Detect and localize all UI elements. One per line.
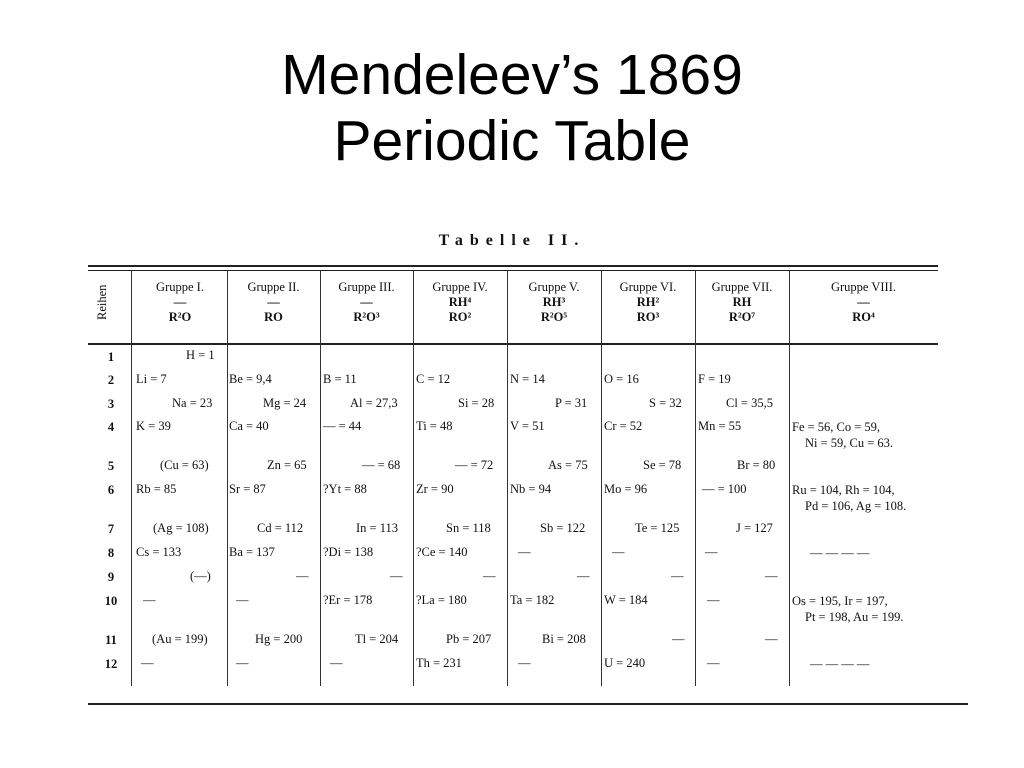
element-cell: (—) — [190, 569, 211, 583]
element-cell: Nb = 94 — [510, 482, 552, 496]
element-cell: — — [141, 656, 154, 670]
group-header: Gruppe I. — R²O — [156, 280, 204, 324]
element-cell: Br = 80 — [737, 458, 776, 472]
row-number: 8 — [107, 546, 115, 560]
column-divider — [507, 271, 508, 686]
column-divider — [131, 271, 132, 686]
element-cell: Fe = 56, Co = 59, — [792, 420, 881, 434]
element-cell: — — [671, 569, 684, 583]
element-cell: — — [672, 632, 685, 646]
element-cell: (Cu = 63) — [160, 458, 209, 472]
element-cell: Ni = 59, Cu = 63. — [805, 436, 894, 450]
element-cell: U = 240 — [604, 656, 646, 670]
column-divider — [413, 271, 414, 686]
element-cell: — — — — — [810, 546, 870, 560]
element-cell: W = 184 — [604, 593, 648, 607]
group-header: Gruppe V. RH³ R²O⁵ — [528, 280, 580, 324]
element-cell: — — [765, 632, 778, 646]
group-header: Gruppe VII. RH R²O⁷ — [711, 280, 773, 324]
element-cell: — — [577, 569, 590, 583]
element-cell: — = 68 — [362, 458, 401, 472]
table-caption: Tabelle II. — [438, 232, 586, 249]
element-cell: Rb = 85 — [136, 482, 177, 496]
element-cell: ?Ce = 140 — [416, 545, 468, 559]
element-cell: — — [612, 545, 625, 559]
element-cell: Zn = 65 — [267, 458, 307, 472]
element-cell: ?Yt = 88 — [323, 482, 367, 496]
element-cell: — — [390, 569, 403, 583]
element-cell: ?Er = 178 — [323, 593, 373, 607]
element-cell: Ta = 182 — [510, 593, 555, 607]
element-cell: Be = 9,4 — [229, 372, 272, 386]
row-number: 10 — [104, 594, 118, 608]
element-cell: Ba = 137 — [229, 545, 275, 559]
element-cell: — = 72 — [455, 458, 494, 472]
element-cell: Pt = 198, Au = 199. — [805, 610, 904, 624]
row-number: 6 — [107, 483, 115, 497]
element-cell: — — [330, 656, 343, 670]
row-number: 12 — [104, 657, 118, 671]
element-cell: — — [518, 545, 531, 559]
element-cell: — — — — — [810, 657, 870, 671]
element-cell: H = 1 — [186, 348, 215, 362]
element-cell: — — [765, 569, 778, 583]
element-cell: (Ag = 108) — [153, 521, 209, 535]
element-cell: F = 19 — [698, 372, 731, 386]
element-cell: Sb = 122 — [540, 521, 586, 535]
element-cell: — — [707, 656, 720, 670]
slide-title-line1: Mendeleev’s 1869 — [281, 43, 743, 107]
group-header: Gruppe VI. RH² RO³ — [619, 280, 677, 324]
slide-title-line2: Periodic Table — [333, 109, 691, 173]
element-cell: Ru = 104, Rh = 104, — [792, 483, 895, 497]
group-header: Gruppe II. — RO — [247, 280, 300, 324]
column-divider — [320, 271, 321, 686]
element-cell: Pd = 106, Ag = 108. — [805, 499, 907, 513]
reihen-label: Reihen — [95, 284, 109, 320]
element-cell: O = 16 — [604, 372, 639, 386]
column-divider — [227, 271, 228, 686]
element-cell: ?Di = 138 — [323, 545, 374, 559]
element-cell: Mo = 96 — [604, 482, 648, 496]
element-cell: As = 75 — [548, 458, 588, 472]
element-cell: P = 31 — [555, 396, 588, 410]
element-cell: Na = 23 — [172, 396, 213, 410]
row-number: 5 — [107, 459, 115, 473]
element-cell: — — [707, 593, 720, 607]
element-cell: Cs = 133 — [136, 545, 182, 559]
element-cell: N = 14 — [510, 372, 545, 386]
element-cell: (Au = 199) — [152, 632, 208, 646]
element-cell: Cr = 52 — [604, 419, 643, 433]
element-cell: Si = 28 — [458, 396, 495, 410]
element-cell: — = 44 — [323, 419, 362, 433]
element-cell: Mn = 55 — [698, 419, 742, 433]
element-cell: — — [143, 593, 156, 607]
column-divider — [695, 271, 696, 686]
element-cell: Bi = 208 — [542, 632, 586, 646]
row-number: 2 — [107, 373, 115, 387]
element-cell: — — [705, 545, 718, 559]
element-cell: S = 32 — [649, 396, 682, 410]
element-cell: — — [236, 656, 249, 670]
column-divider — [601, 271, 602, 686]
element-cell: Zr = 90 — [416, 482, 454, 496]
row-number: 7 — [107, 522, 115, 536]
element-cell: In = 113 — [356, 521, 398, 535]
element-cell: — = 100 — [702, 482, 747, 496]
bottom-rule — [88, 703, 968, 705]
element-cell: J = 127 — [736, 521, 773, 535]
row-number: 4 — [107, 420, 115, 434]
element-cell: Sn = 118 — [446, 521, 491, 535]
element-cell: Te = 125 — [635, 521, 680, 535]
element-cell: Ca = 40 — [229, 419, 269, 433]
element-cell: K = 39 — [136, 419, 171, 433]
element-cell: Li = 7 — [136, 372, 167, 386]
row-number: 9 — [107, 570, 115, 584]
row-number: 11 — [105, 633, 117, 647]
top-rule — [88, 265, 938, 267]
element-cell: Os = 195, Ir = 197, — [792, 594, 888, 608]
group-header: Gruppe IV. RH⁴ RO² — [432, 280, 488, 324]
header-rule — [88, 343, 938, 345]
element-cell: Sr = 87 — [229, 482, 266, 496]
element-cell: Mg = 24 — [263, 396, 307, 410]
element-cell: B = 11 — [323, 372, 357, 386]
element-cell: ?La = 180 — [416, 593, 467, 607]
element-cell: Al = 27,3 — [350, 396, 398, 410]
element-cell: Cd = 112 — [257, 521, 304, 535]
top-rule-2 — [88, 270, 938, 271]
row-number: 1 — [107, 350, 115, 364]
element-cell: C = 12 — [416, 372, 451, 386]
element-cell: — — [236, 593, 249, 607]
element-cell: Th = 231 — [416, 656, 462, 670]
element-cell: — — [483, 569, 496, 583]
element-cell: Tl = 204 — [355, 632, 399, 646]
element-cell: Cl = 35,5 — [726, 396, 773, 410]
column-divider — [789, 271, 790, 686]
element-cell: Pb = 207 — [446, 632, 492, 646]
element-cell: Hg = 200 — [255, 632, 303, 646]
element-cell: — — [296, 569, 309, 583]
row-number: 3 — [107, 397, 115, 411]
element-cell: Ti = 48 — [416, 419, 453, 433]
element-cell: Se = 78 — [643, 458, 682, 472]
group-header: Gruppe VIII. — RO⁴ — [830, 280, 897, 324]
element-cell: — — [518, 656, 531, 670]
element-cell: V = 51 — [510, 419, 545, 433]
group-header: Gruppe III. — R²O³ — [338, 280, 395, 324]
